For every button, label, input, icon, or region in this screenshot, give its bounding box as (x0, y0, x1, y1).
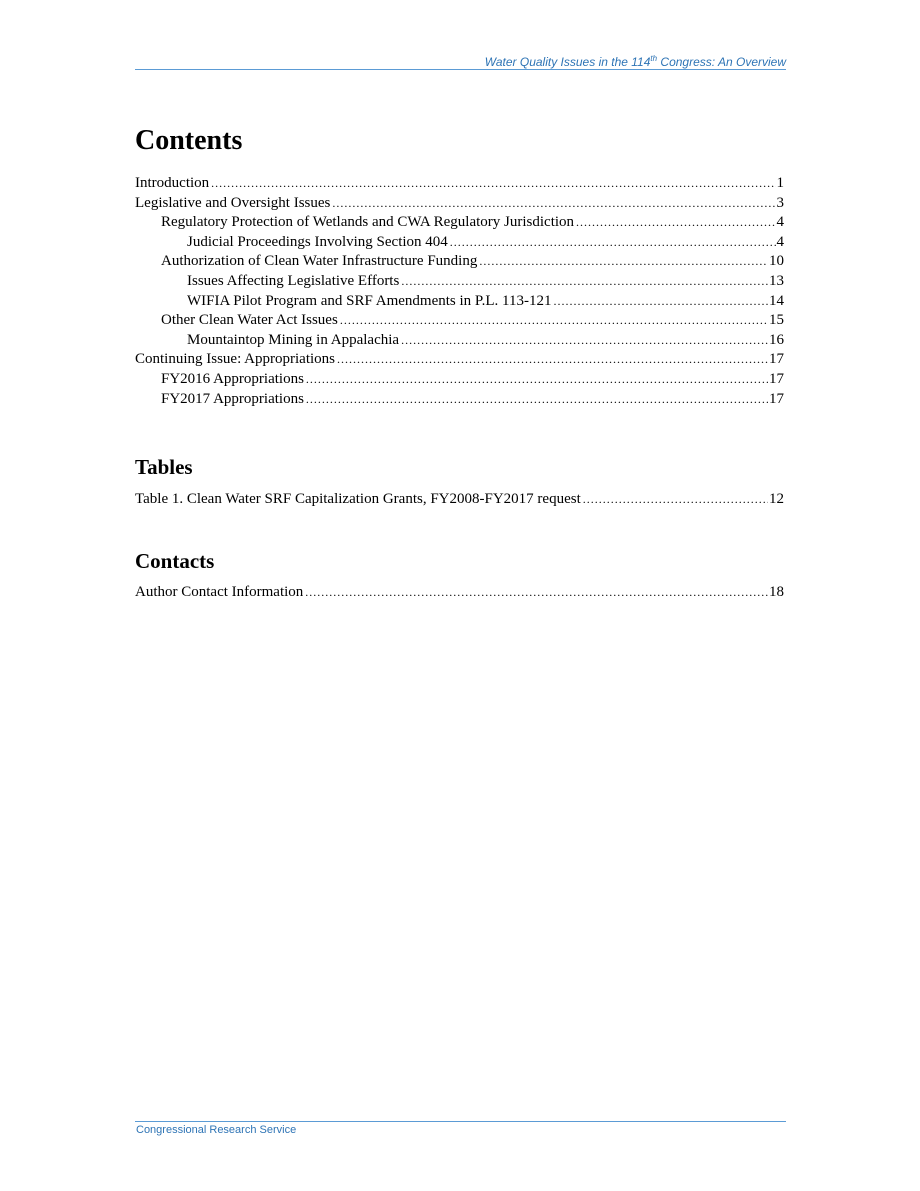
dot-leader (340, 311, 768, 331)
toc-entry-label: Other Clean Water Act Issues (161, 312, 338, 329)
toc-entry[interactable] (135, 252, 784, 272)
toc-entry-label: Introduction (135, 175, 210, 191)
toc-entry-label: Authorization of Clean Water Infrastructure Funding (161, 253, 478, 270)
toc-entry-page: 13 (769, 272, 784, 289)
dot-leader (306, 390, 768, 410)
dot-leader (401, 331, 768, 351)
contacts-list (135, 583, 784, 603)
toc-entry-page: 10 (769, 253, 784, 270)
toc-entry-page: 17 (769, 370, 784, 387)
toc-entry[interactable] (135, 311, 784, 331)
dot-leader (306, 370, 768, 390)
dot-leader (211, 174, 775, 194)
dot-leader (337, 350, 768, 370)
toc-entry-page: 4 (776, 233, 784, 250)
toc-entry-page: 12 (769, 491, 784, 507)
running-header-title: Water Quality Issues in the 114 (484, 55, 651, 69)
dot-leader (305, 583, 768, 603)
running-header-title-end: Congress: An Overview (657, 55, 786, 69)
dot-leader (332, 194, 775, 214)
toc-entry-label: Judicial Proceedings Involving Section 404 (187, 233, 448, 250)
dot-leader (553, 292, 768, 312)
toc-entry[interactable] (135, 292, 784, 312)
toc-entry-label: FY2016 Appropriations (161, 370, 304, 387)
toc-entry-page: 1 (776, 175, 784, 191)
toc-entry-page: 18 (769, 584, 784, 600)
toc-entry-label: Issues Affecting Legislative Efforts (187, 272, 400, 289)
footer-text: Congressional Research Service (136, 1124, 297, 1136)
tables-list (135, 490, 784, 510)
toc-entry[interactable] (135, 194, 784, 214)
toc-entry[interactable] (135, 174, 784, 194)
toc-entry-label: Mountaintop Mining in Appalachia (187, 331, 400, 348)
dot-leader (576, 213, 775, 233)
toc-entry-label: Table 1. Clean Water SRF Capitalization Grants, FY2008-FY2017 request (135, 491, 581, 507)
toc-entry[interactable] (135, 490, 784, 510)
toc-entry[interactable] (135, 583, 784, 603)
toc-entry[interactable] (135, 331, 784, 351)
toc-entry-label: WIFIA Pilot Program and SRF Amendments in P.L. 113-121 (187, 292, 552, 309)
toc-entry-page: 17 (769, 351, 784, 368)
toc-entry-page: 16 (769, 331, 784, 348)
tables-heading: Tables (135, 455, 193, 479)
toc-entry-page: 14 (769, 292, 784, 309)
header-rule (135, 69, 786, 70)
toc-entry-label: Continuing Issue: Appropriations (135, 351, 335, 368)
toc-entry-label: Regulatory Protection of Wetlands and CWA Regulatory Jurisdiction (161, 214, 575, 231)
running-header (135, 54, 786, 70)
dot-leader (583, 490, 768, 510)
toc-entry[interactable] (135, 350, 784, 370)
toc-entry-label: Author Contact Information (135, 584, 304, 600)
toc-entry-page: 17 (769, 390, 784, 407)
contents-heading: Contents (135, 125, 243, 156)
dot-leader (450, 233, 776, 253)
dot-leader (479, 252, 768, 272)
toc-entry[interactable] (135, 213, 784, 233)
toc-entry[interactable] (135, 272, 784, 292)
toc-entry[interactable] (135, 390, 784, 410)
toc-entry[interactable] (135, 233, 784, 253)
toc-entry-label: Legislative and Oversight Issues (135, 194, 331, 211)
toc-entry-page: 15 (769, 312, 784, 329)
footer-rule (135, 1121, 786, 1122)
toc-entry-page: 4 (776, 214, 784, 231)
running-header-ordinal: th (650, 54, 658, 63)
toc-entry[interactable] (135, 370, 784, 390)
dot-leader (401, 272, 768, 292)
contacts-heading: Contacts (135, 549, 215, 573)
contents-list (135, 174, 784, 409)
toc-entry-label: FY2017 Appropriations (161, 390, 304, 407)
toc-entry-page: 3 (776, 194, 784, 211)
